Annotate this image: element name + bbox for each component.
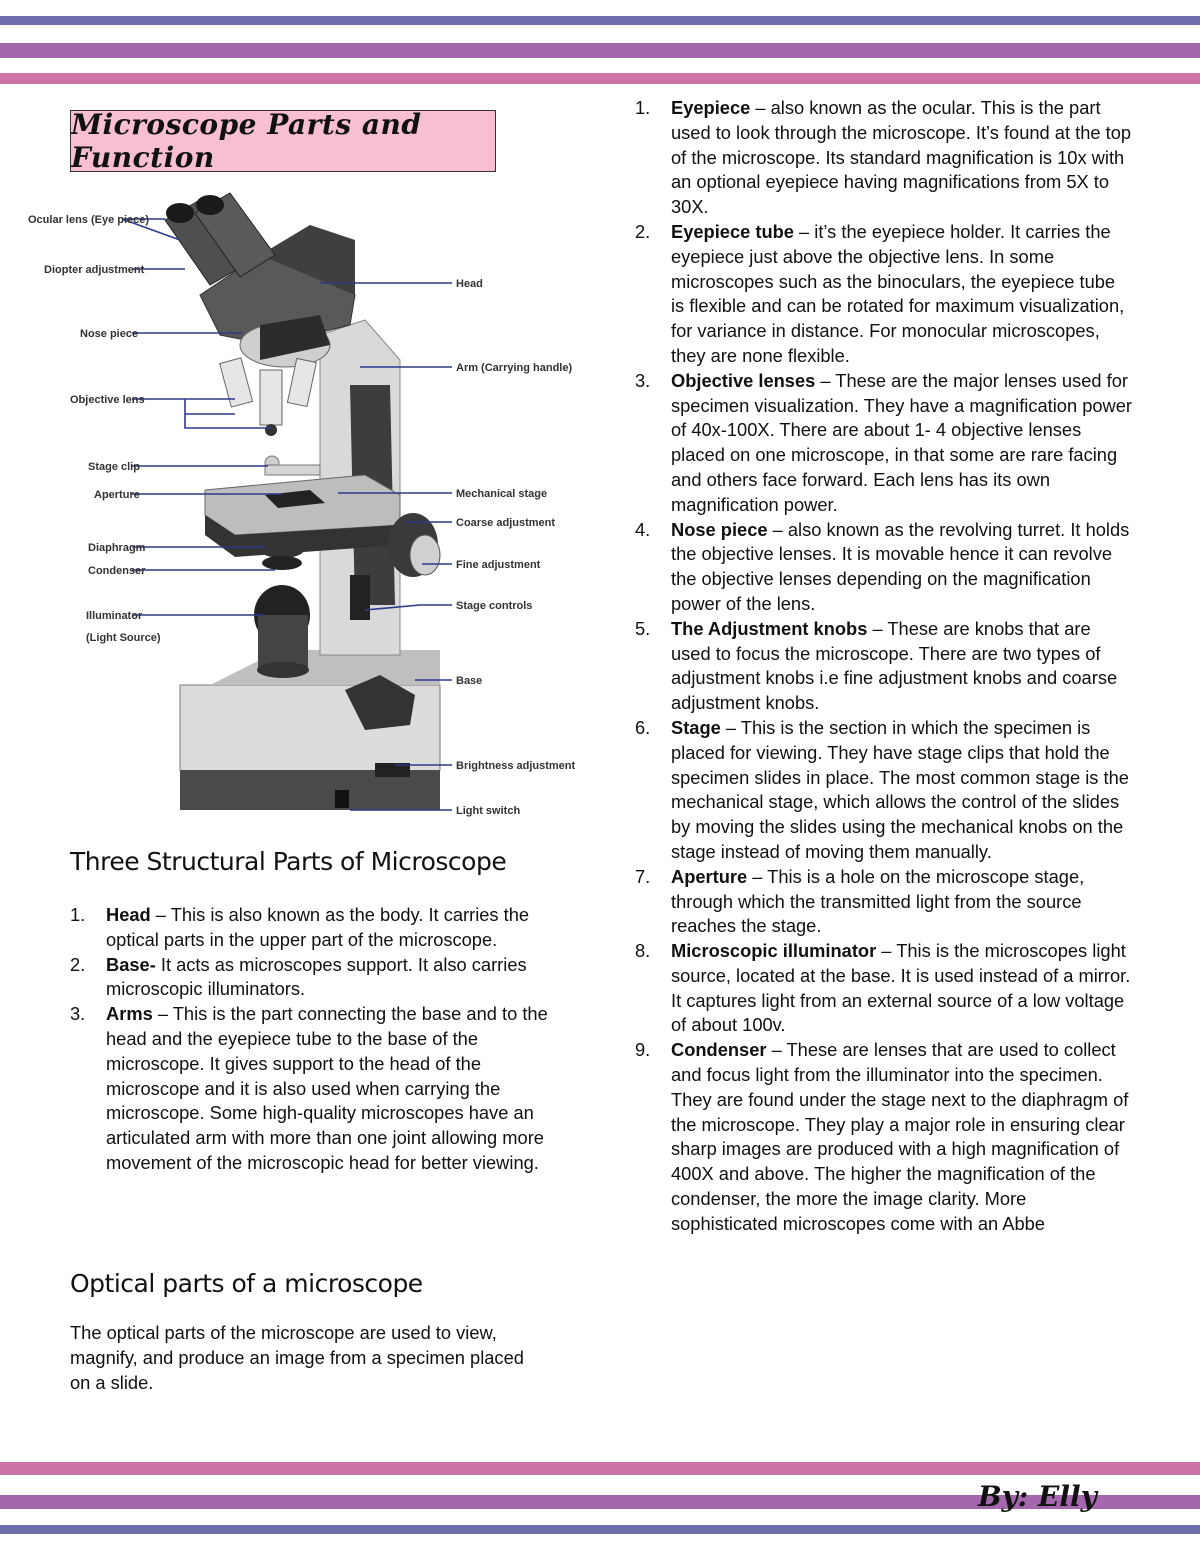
label-condenser: Condenser [88, 565, 146, 577]
label-stage-controls: Stage controls [456, 600, 533, 612]
label-base: Base [456, 675, 483, 687]
microscope-illustration [165, 193, 440, 810]
author-signature: By: Elly [978, 1480, 1097, 1513]
title-box [70, 110, 496, 172]
page-title: Microscope Parts and Function [71, 108, 422, 174]
label-illuminator: Illuminator [86, 610, 143, 622]
list-item: 9. Condenser – These are lenses that are used to collect and focus light from the illuminator into the specimen. They are found under the stage next to the diaphragm of the microscope. They play a major role in ensuring clear sharp images are produced with a high magnification of 400X and above. The higher the magnification of the condenser, the more the image clarity. More sophisticated microscopes come with an Abbe [635, 1039, 1129, 1234]
label-brightness-adjustment: Brightness adjustment [456, 760, 576, 772]
label-stage-clip: Stage clip [88, 461, 140, 473]
top-stripe-3 [0, 70, 1200, 84]
label-objective-lens: Objective lens [70, 394, 145, 406]
label-mechanical-stage: Mechanical stage [456, 488, 548, 500]
label-nose-piece: Nose piece [80, 328, 139, 340]
list-item: 3. Arms – This is the part connecting the base and to the head and the eyepiece tube to the base of the microscope. It gives support to the head of the microscope and it is also used when carrying the microscope. Some high-quality microscopes have an articulated arm with more than one joint allowing more movement of the microscopic head for better viewing. [70, 1003, 548, 1173]
label-light-switch: Light switch [456, 805, 521, 817]
label-arm: Arm (Carrying handle) [456, 362, 573, 374]
label-fine-adjustment: Fine adjustment [456, 559, 541, 571]
label-ocular-lens: Ocular lens (Eye piece) [28, 214, 150, 226]
list-item: 2. Base- It acts as microscopes support. It also carries microscopic illuminators. [70, 953, 527, 1000]
microscope-diagram [20, 185, 580, 840]
list-item: 1. Eyepiece – also known as the ocular. This is the part used to look through the microscope. It’s found at the top of the microscope. Its standard magnification is 10x with an optional eyepiece having magnifications from 5X to 30X. [635, 97, 1132, 218]
label-aperture: Aperture [94, 489, 140, 501]
list-item: 6. Stage – This is the section in which the specimen is placed for viewing. They have stage clips that hold the specimen slides in place. The most common stage is the mechanical stage, which allows the control of the slides by moving the slides using the mechanical knobs on the stage instead of moving them manually. [635, 716, 1129, 862]
label-coarse-adjustment: Coarse adjustment [456, 517, 556, 529]
optical-heading: Optical parts of a microscope [70, 1269, 423, 1298]
list-item: 7. Aperture – This is a hole on the microscope stage, through which the transmitted light from the source reaches the stage. [635, 865, 1085, 937]
label-diopter-adjustment: Diopter adjustment [44, 264, 145, 276]
structural-heading: Three Structural Parts of Microscope [70, 847, 507, 876]
list-item: 5. The Adjustment knobs – These are knobs that are used to focus the microscope. There are two types of adjustment knobs i.e fine adjustment knobs and coarse adjustment knobs. [635, 617, 1118, 714]
label-head: Head [456, 278, 483, 290]
list-item: 1. Head – This is also known as the body. It carries the optical parts in the upper part of the microscope. [70, 904, 530, 950]
structural-list [70, 903, 560, 1176]
bottom-stripe-1 [0, 1462, 1200, 1475]
list-item: 3. Objective lenses – These are the major lenses used for specimen visualization. They have a magnification power of 40x-100X. There are about 1- 4 objective lenses placed on one microscope, in that some are rare facing and others face forward. Each lens has its own magnification power. [635, 369, 1133, 515]
parts-list [635, 96, 1133, 1237]
label-diaphragm: Diaphragm [88, 542, 146, 554]
label-light-source: (Light Source) [86, 632, 161, 644]
list-item: 8. Microscopic illuminator – This is the microscopes light source, located at the base. It is used instead of a mirror. It captures light from an external source of a low voltage of about 100v. [635, 940, 1131, 1036]
top-stripe-2 [0, 43, 1200, 58]
list-item: 4. Nose piece – also known as the revolving turret. It holds the objective lenses. It is movable hence it can revolve the objective lenses depending on the magnification power of the lens. [635, 518, 1130, 614]
bottom-stripe-3 [0, 1525, 1200, 1534]
optical-paragraph: The optical parts of the microscope are used to view, magnify, and produce an image from a specimen placed on a slide. [70, 1322, 524, 1393]
top-stripe-1 [0, 16, 1200, 25]
list-item: 2. Eyepiece tube – it’s the eyepiece holder. It carries the eyepiece just above the objective lens. In some microscopes such as the binoculars, the eyepiece tube is flexible and can be rotated for maximum visualization, for variance in distance. For monocular microscopes, they are none flexible. [635, 220, 1125, 366]
